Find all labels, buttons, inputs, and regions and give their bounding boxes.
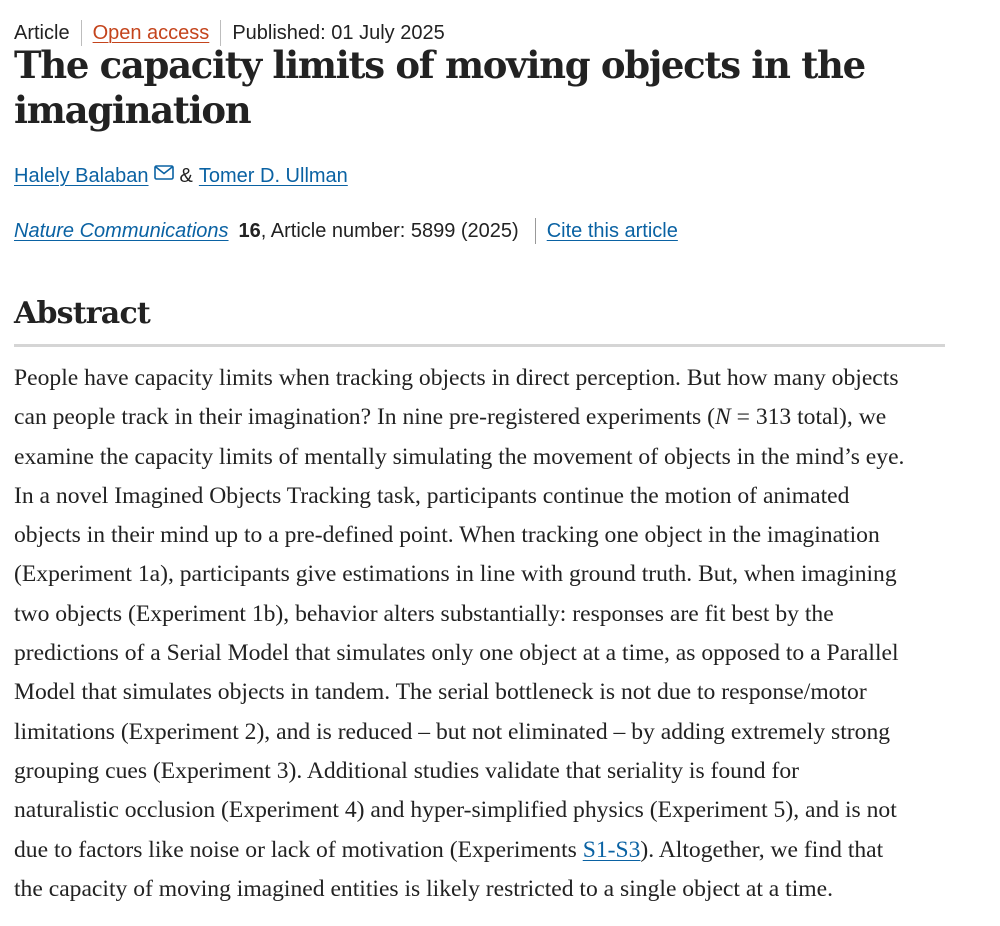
author-separator: & [179,164,193,187]
abstract-line: limitations (Experiment 2), and is reduced – but not eliminated – by adding extremely strong [14,718,891,745]
article-type: Article [14,21,70,44]
citation-divider [535,218,536,244]
abstract-line: (Experiment 1a), participants give estimations in line with ground truth. But, when imagining [14,561,897,588]
journal-link[interactable]: Nature Communications [14,219,229,242]
abstract-heading: Abstract [14,296,150,331]
abstract-line: People have capacity limits when tracking objects in direct perception. But how many objects [14,365,899,391]
title-line-1: The capacity limits of moving objects in the [14,43,865,87]
abstract-text [14,359,974,909]
section-divider [14,344,945,347]
author-link-balaban[interactable]: Halely Balaban [14,164,149,187]
published-date: Published: 01 July 2025 [232,21,445,44]
abstract-line: Model that simulates objects in tandem. The serial bottleneck is not due to response/motor [14,679,867,706]
volume-number: 16 [238,219,261,242]
abstract-line: due to factors like noise or lack of motivation (Experiments S1-S3). Altogether, we find that [14,836,884,863]
abstract-line: grouping cues (Experiment 3). Additional studies validate that seriality is found for [14,757,799,784]
abstract-line: examine the capacity limits of mentally simulating the movement of objects in the mind’s eye. [14,443,905,470]
article-number: , Article number: 5899 (2025) [260,219,519,242]
abstract-line: predictions of a Serial Model that simulates only one object at a time, as opposed to a Parallel [14,640,899,667]
abstract-line: two objects (Experiment 1b), behavior alters substantially: responses are fit best by the [14,600,834,627]
author-link-ullman[interactable]: Tomer D. Ullman [198,164,348,187]
title-line-2: imagination [14,88,251,132]
cite-this-article-link[interactable]: Cite this article [546,219,678,242]
envelope-icon[interactable] [154,163,174,186]
supplementary-experiments-link[interactable]: S1-S3 [582,836,641,863]
abstract-line: naturalistic occlusion (Experiment 4) and hyper-simplified physics (Experiment 5), and is not [14,797,897,824]
abstract-line: objects in their mind up to a pre-defined point. When tracking one object in the imagination [14,522,880,549]
abstract-line: In a novel Imagined Objects Tracking task, participants continue the motion of animated [14,482,850,509]
author-list [14,162,348,190]
article-title [14,43,974,133]
abstract-line: the capacity of moving imagined entities is likely restricted to a single object at a time. [14,875,833,902]
sample-size-symbol: N [714,404,731,431]
abstract-line: can people track in their imagination? In nine pre-registered experiments (N = 313 total), we [14,404,887,431]
citation-row [14,217,678,245]
open-access-link[interactable]: Open access [92,21,210,44]
